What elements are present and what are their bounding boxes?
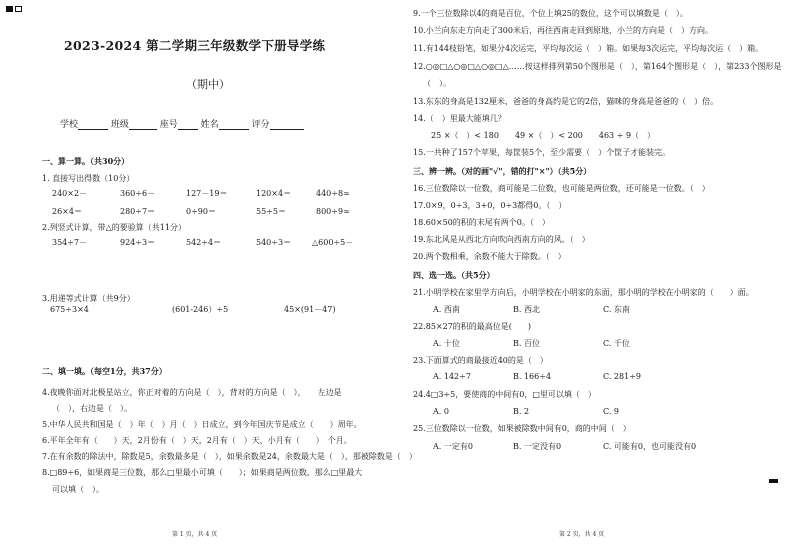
fill-question: 25 ×（ ）< 180 49 ×（ ）< 200 463 ÷ 9（ ） xyxy=(423,131,656,140)
page-subtitle: （期中） xyxy=(186,78,230,91)
oral-calc-item: 0÷90＝ xyxy=(186,207,216,216)
page-title: 2023-2024 第二学期三年级数学下册导学练 xyxy=(64,38,326,53)
oral-calc-item: 440÷8≈ xyxy=(316,189,350,198)
oral-calc-item: 240×2－ xyxy=(52,189,88,198)
score-label: 评分 xyxy=(251,120,270,130)
right-page xyxy=(397,0,794,557)
fill-question: 11.有144枝铅笔，如果分4次运完，平均每次运（ ）箱。如果每3次运完，平均每次运（ ）箱。 xyxy=(413,44,764,53)
fill-question: （ ）。 xyxy=(423,79,451,88)
choice-question: 21.小明学校在家里学方向后，小明学校在小明家的东面，那小明的学校在小明家的（ ）面。 xyxy=(413,288,754,297)
fill-question: 5.中华人民共和国是（ ）年（ ）月（ ）日成立，到今年国庆节是成立（ ）周年。 xyxy=(42,420,362,429)
vertical-calc-item: △600÷5－ xyxy=(312,238,354,247)
fill-question: 7.在有余数的除法中，除数是5，余数最多是（ ），如果余数是24，余数最大是（ ），那被除数是（ ） xyxy=(42,452,417,461)
step-calc-item: 675÷3×4 xyxy=(50,305,89,314)
section-4-header: 四、选一选。（共5分） xyxy=(413,270,495,280)
fill-question: 6.平年全年有（ ）天，2月份有（ ）天，2月有（ ）天，小月有（ ） 个月。 xyxy=(42,436,352,445)
fill-question: 9.一个三位数除以4的商是百位，个位上填25的数位，这个可以填数是（ ）。 xyxy=(413,9,688,18)
step-calc-item: (601-246）÷5 xyxy=(172,305,229,314)
choice-option: B. 百位 xyxy=(513,339,540,348)
fill-question: 8.□89÷6，如果商是三位数，那么□里最小可填（ ）；如果商是两位数，那么□里最大 xyxy=(42,468,363,477)
student-info-row xyxy=(60,120,304,130)
choice-question: 22.85×27的积的最高位是( ) xyxy=(413,322,532,331)
choice-option: C. 可能有0，也可能没有0 xyxy=(603,442,697,451)
vertical-calc-item: 924÷3＝ xyxy=(120,238,156,247)
fill-question: 4.夜晚你面对北极星站立，你正对着的方向是（ ），背对的方向是（ ）， 左边是 xyxy=(42,388,342,397)
oral-calc-item: 280÷7＝ xyxy=(120,207,156,216)
choice-option: C. 东南 xyxy=(603,305,630,314)
oral-calc-item: 120×4＝ xyxy=(256,189,292,198)
section-1-header: 一、算一算。（共30分） xyxy=(42,156,130,166)
step-calc-item: 45×(91－47) xyxy=(284,305,336,314)
choice-option: B. 166÷4 xyxy=(513,372,552,381)
name-label: 姓名 xyxy=(200,120,219,130)
number-label: 座号 xyxy=(159,120,178,130)
oral-calc-item: 360÷6－ xyxy=(120,189,156,198)
name-blank[interactable] xyxy=(219,121,249,130)
choice-option: B. 2 xyxy=(513,407,530,416)
page-footer: 第 2 页，共 4 页 xyxy=(559,531,605,538)
oral-calc-item: 26×4＝ xyxy=(52,207,82,216)
judge-question: 18.60×50的积的末尾有两个0。（ ） xyxy=(413,218,550,227)
judge-question: 17.0×9，0÷3，3+0，0÷3都得0。（ ） xyxy=(413,201,567,210)
judge-question: 20.两个数相乘，余数不能大于除数。（ ） xyxy=(413,252,566,261)
vertical-calc-item: 542÷4＝ xyxy=(186,238,222,247)
choice-option: C. 千位 xyxy=(603,339,630,348)
fill-question: 13.东东的身高是132厘米，爸爸的身高约是它的2倍，猫咪的身高是爸爸的（ ）倍。 xyxy=(413,97,719,106)
choice-question: 23.下面算式的商最接近40的是（ ） xyxy=(413,356,548,365)
choice-option: A. 142÷7 xyxy=(433,372,471,381)
class-blank[interactable] xyxy=(129,121,157,130)
fill-question: 可以填（ ）。 xyxy=(52,485,104,494)
judge-question: 19.东北风是从西北方向吹向西南方向的风。（ ） xyxy=(413,235,590,244)
choice-option: A. 十位 xyxy=(433,339,460,348)
fill-question: 12.○◎□△○◎□△○◎□△……按这样排列第50个图形是（ ），第164个图形是（ ），第233个图形是 xyxy=(413,62,782,71)
judge-question: 16.三位数除以一位数，商可能是二位数，也可能是两位数，还可能是一位数。（ ） xyxy=(413,184,710,193)
oral-calc-item: 127－19＝ xyxy=(186,189,228,198)
choice-option: C. 281÷9 xyxy=(603,372,641,381)
class-label: 班级 xyxy=(110,120,129,130)
choice-option: B. 西北 xyxy=(513,305,540,314)
section-1-part-1: 1. 直接写出得数（10分） xyxy=(42,174,135,183)
number-blank[interactable] xyxy=(178,121,198,130)
school-label: 学校 xyxy=(60,120,79,130)
choice-question: 25.三位数除以一位数，如果被除数中间有0，商的中间（ ） xyxy=(413,424,631,433)
section-2-header: 二、填一填。（每空1分，共37分） xyxy=(42,366,167,376)
choice-option: A. 一定有0 xyxy=(433,442,473,451)
section-3-header: 三、辨一辨。（对的画"√"，错的打"×"）（共5分） xyxy=(413,166,592,176)
fill-question: （ ），右边是（ ）。 xyxy=(52,404,132,413)
choice-question: 24.4□3÷5，要使商的中间有0，□里可以填（ ） xyxy=(413,390,596,399)
oral-calc-item: 55÷5＝ xyxy=(256,207,286,216)
fill-question: 10.小兰向东走方向走了300米后，再往西南走回到原地，小兰的方向是（ ）方向。 xyxy=(413,26,713,35)
choice-option: A. 0 xyxy=(433,407,449,416)
vertical-calc-item: 354÷7－ xyxy=(52,238,88,247)
school-blank[interactable] xyxy=(78,121,108,130)
page-footer: 第 1 页，共 4 页 xyxy=(172,531,218,538)
choice-option: A. 西南 xyxy=(433,305,460,314)
score-blank[interactable] xyxy=(270,121,304,130)
choice-option: B. 一定没有0 xyxy=(513,442,562,451)
choice-option: C. 9 xyxy=(603,407,620,416)
section-1-part-3: 3.用递等式计算（共9分） xyxy=(42,294,135,303)
oral-calc-item: 800÷9≈ xyxy=(316,207,350,216)
fill-question: 14.（ ）里最大能填几？ xyxy=(413,114,506,123)
section-1-part-2: 2.列竖式计算，带△的要验算（共11分） xyxy=(42,223,186,232)
fill-question: 15.一共种了157个苹果，每筐装5个，至少需要（ ）个筐子才能装完。 xyxy=(413,148,671,157)
vertical-calc-item: 540÷3＝ xyxy=(256,238,292,247)
